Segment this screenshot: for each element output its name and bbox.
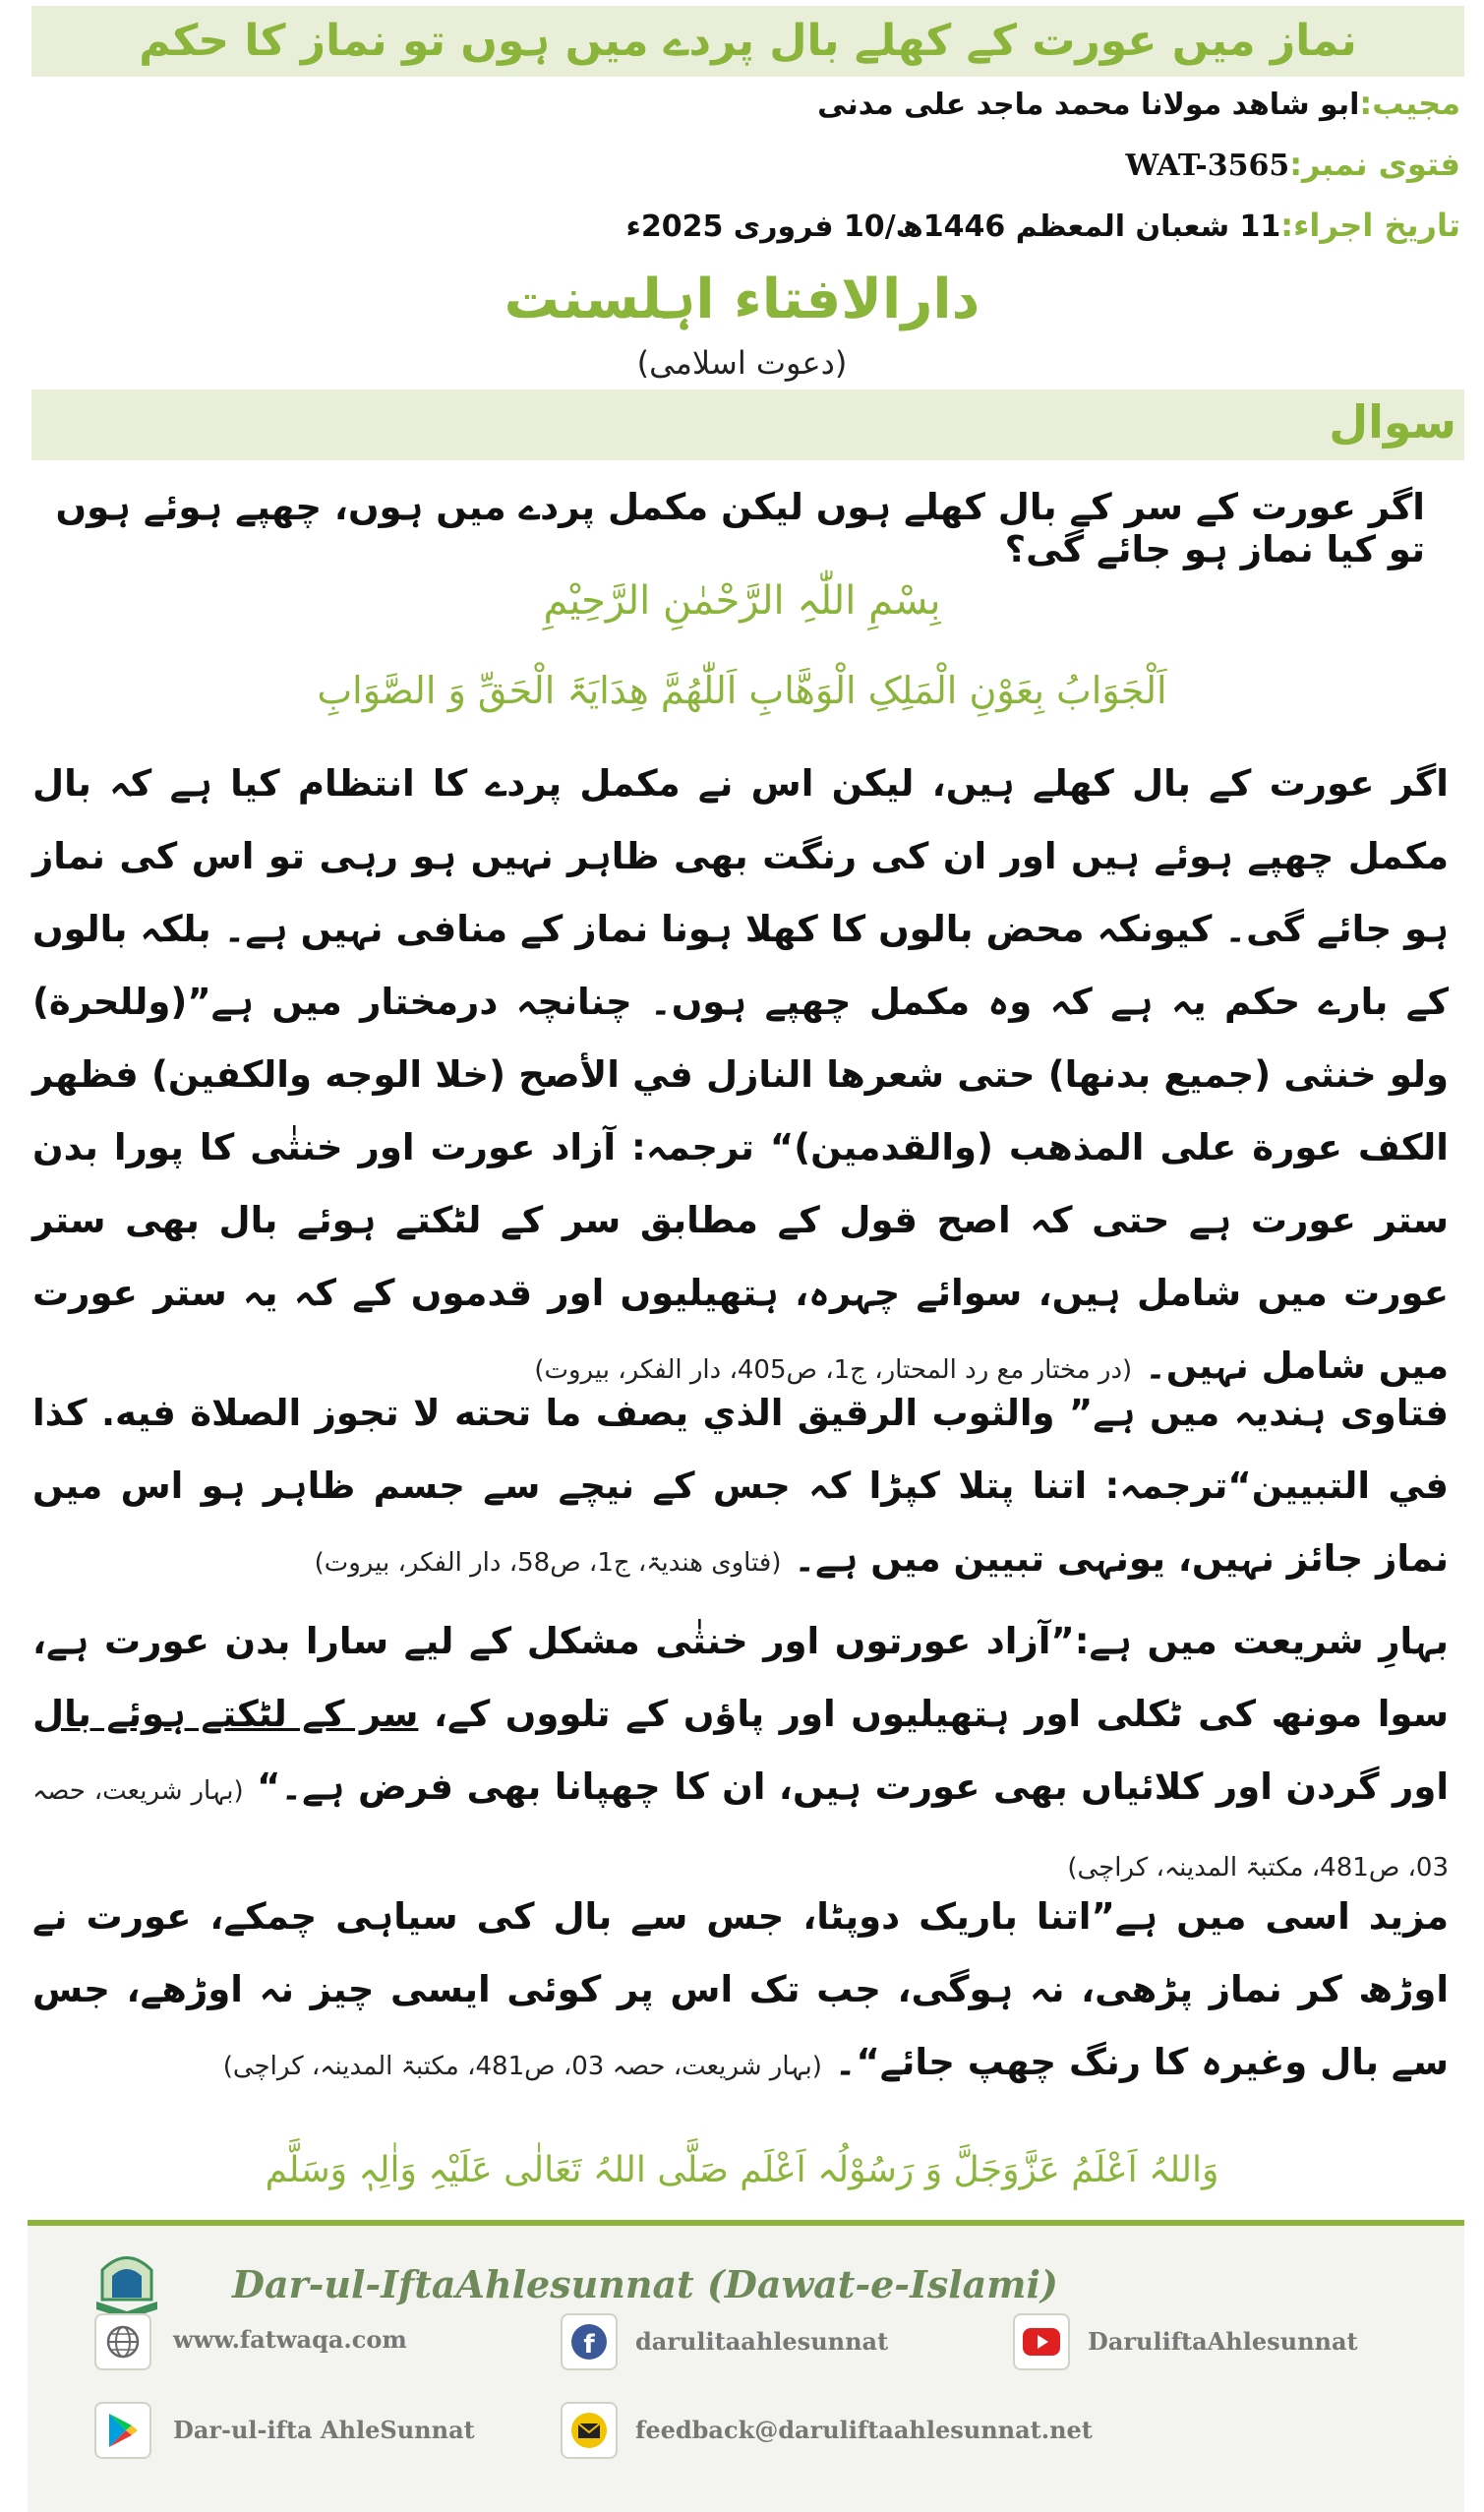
issue-date-value: 11 شعبان المعظم 1446ھ/10 فروری 2025ء: [625, 209, 1281, 244]
question-text: اگر عورت کے سر کے بال کھلے ہوں لیکن مکمل پردے میں ہوں، چھپے ہوئے ہوں تو کیا نماز ہو جائے گی؟: [55, 486, 1425, 570]
footer-brand: Dar-ul-IftaAhlesunnat (Dawat-e-Islami): [232, 2262, 1058, 2306]
answer-p2-reference: (فتاوی ھندیۃ، ج1، ص58، دار الفکر، بیروت): [314, 1548, 782, 1578]
mujeeb-label: مجیب:: [1359, 85, 1460, 122]
fatwa-number-value: WAT-3565: [1125, 149, 1290, 183]
answer-paragraph-2: [32, 1377, 1449, 1599]
youtube-icon[interactable]: [1013, 2313, 1070, 2370]
closing-dua: وَاللہُ اَعْلَمُ عَزَّوَجَلَّ وَ رَسُوْلُہ اَعْلَم صَلَّی اللہُ تَعَالٰی عَلَیْہِ وَاٰلِہٖ وَسَلَّم: [265, 2150, 1219, 2190]
answer-p3-underlined: سر کے لٹکتے ہوئے بال: [32, 1693, 419, 1735]
question-heading: سوال: [1329, 395, 1456, 449]
answer-p3-reference: (بہار شریعت، حصہ 03، ص481، مکتبۃ المدینہ، کراچی): [32, 1776, 1449, 1883]
answer-p1-translation: ترجمہ: آزاد عورت اور خنثٰی کا پورا بدن ستر عورت ہے حتی کہ اصح قول کے مطابق سر کے لٹکتے ہوئے بال بھی ستر عورت میں شامل ہیں، سوائے چہرہ، ہتھیلیوں اور قدموں کے کہ یہ ستر عورت میں شامل نہیں۔: [32, 1126, 1449, 1387]
globe-icon: [94, 2313, 151, 2370]
answer-p1-reference: (در مختار مع رد المحتار، ج1، ص405، دار الفکر، بیروت): [534, 1355, 1133, 1385]
youtube-link[interactable]: DaruliftaAhlesunnat: [1088, 2327, 1358, 2356]
fatwa-number-label: فتوی نمبر:: [1289, 146, 1460, 183]
svg-text:f: f: [583, 2330, 595, 2360]
answer-p3-text-a: بہارِ شریعت میں ہے:”آزاد عورتوں اور خنثٰی مشکل کے لیے سارا بدن عورت ہے، سوا مونھ کی ٹکلی اور ہتھیلیوں اور پاؤں کے تلووں کے،: [32, 1620, 1449, 1735]
org-sub: (دعوت اسلامی): [636, 344, 848, 382]
playstore-link[interactable]: Dar-ul-ifta AhleSunnat: [173, 2416, 475, 2444]
issue-date-label: تاریخ اجراء:: [1280, 207, 1460, 244]
fatwa-number-line: [1126, 146, 1461, 183]
answer-paragraph-1: [32, 748, 1449, 1406]
email-icon[interactable]: [561, 2402, 618, 2459]
page-title: نماز میں عورت کے کھلے بال پردے میں ہوں تو نماز کا حکم: [139, 16, 1357, 66]
bismillah: بِسْمِ اللّٰہِ الرَّحْمٰنِ الرَّحِیْمِ: [543, 578, 941, 624]
mujeeb-value: ابو شاھد مولانا محمد ماجد علی مدنی: [817, 88, 1360, 122]
mujeeb-line: [817, 85, 1460, 122]
question-band: [31, 389, 1464, 460]
answer-p4-reference: (بہار شریعت، حصہ 03، ص481، مکتبۃ المدینہ، کراچی): [222, 2052, 822, 2081]
play-store-icon[interactable]: [94, 2402, 151, 2459]
email-link[interactable]: feedback@daruliftaahlesunnat.net: [635, 2416, 1093, 2444]
jawab-heading: اَلْجَوَابُ بِعَوْنِ الْمَلِکِ الْوَھَّابِ اَللّٰھُمَّ ھِدَایَۃَ الْحَقِّ وَ الصَّوَابِ: [317, 669, 1167, 712]
facebook-icon[interactable]: [561, 2313, 618, 2370]
answer-paragraph-3: [32, 1605, 1449, 1904]
answer-paragraph-4: [32, 1881, 1449, 2103]
issue-date-line: [625, 207, 1460, 244]
answer-p2-text: فتاوی ہندیہ میں ہے” والثوب الرقيق الذي يصف ما تحته لا تجوز الصلاة فيه. كذا في التبيين“ترجمہ: اتنا پتلا کپڑا کہ جس کے نیچے سے جسم ظاہر ہو اس میں نماز جائز نہیں، یونہی تبیین میں ہے۔: [32, 1392, 1449, 1580]
answer-p4-text: مزید اسی میں ہے”اتنا باریک دوپٹا، جس سے بال کی سیاہی چمکے، عورت نے اوڑھ کر نماز پڑھی، نہ ہوگی، جب تک اس پر کوئی ایسی چیز نہ اوڑھے، جس سے بال وغیرہ کا رنگ چھپ جائے“۔: [32, 1895, 1449, 2083]
answer-p1-text: اگر عورت کے بال کھلے ہیں، لیکن اس نے مکمل پردے کا انتظام کیا ہے کہ بال مکمل چھپے ہوئے ہیں اور ان کی رنگت بھی ظاہر نہیں ہو رہی تو اس کی نماز ہو جائے گی۔ کیونکہ محض بالوں کا کھلا ہونا نماز کے منافی نہیں ہے۔ بلکہ بالوں کے بارے حکم یہ ہے کہ وہ مکمل چھپے ہوں۔ چنانچہ درمختار میں ہے”(وللحرة) ولو خنثى (جميع بدنها) حتى شعرها النازل في الأصح (خلا الوجه والكفين) فظهر الكف عورة على المذهب (والقدمين)“: [32, 762, 1449, 1168]
answer-p3-text-b: اور گردن اور کلائیاں بھی عورت ہیں، ان کا چھپانا بھی فرض ہے۔“: [257, 1765, 1450, 1808]
website-link[interactable]: www.fatwaqa.com: [173, 2325, 407, 2354]
org-name: دارالافتاء اہلسنت: [504, 268, 980, 331]
facebook-link[interactable]: darulitaahlesunnat: [635, 2327, 889, 2356]
